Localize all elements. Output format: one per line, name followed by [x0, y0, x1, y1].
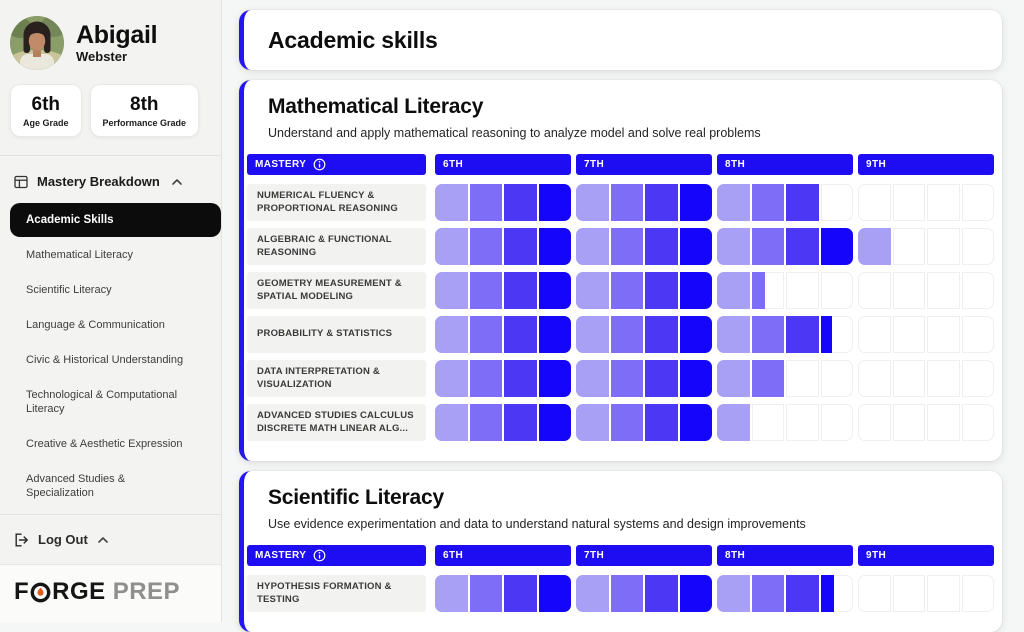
- mastery-segment: [504, 404, 537, 441]
- info-icon[interactable]: [313, 549, 326, 562]
- mastery-segment: [645, 404, 678, 441]
- performance-grade-badge: [90, 84, 200, 137]
- mastery-cells-grade-8: [717, 575, 853, 612]
- mastery-segment: [539, 404, 572, 441]
- mastery-segment-fill: [786, 184, 819, 221]
- mastery-segment: [435, 575, 468, 612]
- mastery-segment: [893, 360, 926, 397]
- mastery-segment-fill: [717, 316, 750, 353]
- mastery-segment-fill: [470, 575, 503, 612]
- section-description: Understand and apply mathematical reasoning to analyze model and solve real problems: [268, 126, 761, 140]
- mastery-segment: [893, 316, 926, 353]
- mastery-segment-fill: [435, 184, 468, 221]
- mastery-segment: [821, 575, 854, 612]
- mastery-segment-fill: [504, 404, 537, 441]
- mastery-cells-grade-8: [717, 184, 853, 221]
- section-description: Use evidence experimentation and data to understand natural systems and design improvements: [268, 517, 806, 531]
- mastery-breakdown-toggle[interactable]: [10, 168, 211, 203]
- mastery-segment-fill: [752, 316, 785, 353]
- mastery-segment-fill: [576, 575, 609, 612]
- mastery-segment-fill: [504, 316, 537, 353]
- mastery-segment: [821, 404, 854, 441]
- mastery-segment: [611, 360, 644, 397]
- mastery-segment-fill: [576, 404, 609, 441]
- mastery-segment: [504, 228, 537, 265]
- mastery-segment: [962, 228, 995, 265]
- grade-column-header: 8TH: [717, 545, 853, 566]
- mastery-segment: [576, 272, 609, 309]
- flame-o-icon: [30, 582, 51, 603]
- mastery-cells-grade-7: [576, 404, 712, 441]
- logo-f: F: [14, 578, 30, 605]
- mastery-segment-fill: [576, 316, 609, 353]
- mastery-segment: [470, 575, 503, 612]
- mastery-segment: [786, 228, 819, 265]
- grade-column-header: 8TH: [717, 154, 853, 175]
- mastery-segment: [752, 360, 785, 397]
- mastery-cells-grade-6: [435, 272, 571, 309]
- section-title: Mathematical Literacy: [268, 95, 484, 118]
- mastery-segment: [821, 272, 854, 309]
- mastery-segment: [962, 272, 995, 309]
- mastery-segment: [611, 404, 644, 441]
- mastery-segment: [717, 404, 750, 441]
- mastery-segment: [645, 316, 678, 353]
- grade-column-header: 7TH: [576, 154, 712, 175]
- mastery-segment: [539, 316, 572, 353]
- mastery-segment: [858, 316, 891, 353]
- mastery-segment-fill: [539, 184, 572, 221]
- mastery-segment-fill: [435, 575, 468, 612]
- skill-label: ADVANCED STUDIES CALCULUS DISCRETE MATH LINEAR ALG...: [247, 404, 426, 441]
- mastery-segment: [435, 184, 468, 221]
- table-row: [247, 272, 994, 309]
- mastery-segment: [680, 228, 713, 265]
- logout-label: Log Out: [38, 532, 88, 547]
- mastery-segment-fill: [717, 575, 750, 612]
- mastery-segment-fill: [752, 360, 785, 397]
- mastery-segment-fill: [539, 404, 572, 441]
- mastery-segment: [680, 575, 713, 612]
- mastery-segment: [470, 184, 503, 221]
- mastery-segment-fill: [611, 575, 644, 612]
- mastery-segment: [645, 228, 678, 265]
- sidebar-item-technological-computational[interactable]: Technological & Computational Literacy: [26, 389, 178, 415]
- table-row: [247, 360, 994, 397]
- mastery-segment: [858, 404, 891, 441]
- mastery-segment: [927, 228, 960, 265]
- mastery-segment-fill: [680, 404, 713, 441]
- mastery-segment: [717, 184, 750, 221]
- mastery-segment: [786, 184, 819, 221]
- mastery-segment-fill: [576, 272, 609, 309]
- mastery-segment: [576, 360, 609, 397]
- skill-label: PROBABILITY & STATISTICS: [247, 316, 426, 353]
- profile-header: [0, 0, 221, 82]
- mastery-segment: [680, 360, 713, 397]
- mastery-segment: [927, 404, 960, 441]
- mastery-cells-grade-9: [858, 316, 994, 353]
- mastery-cells-grade-9: [858, 272, 994, 309]
- mastery-segment: [470, 360, 503, 397]
- mastery-segment: [962, 360, 995, 397]
- mastery-segment-fill: [645, 272, 678, 309]
- mastery-segment: [611, 272, 644, 309]
- mastery-segment-fill: [504, 575, 537, 612]
- mastery-segment: [645, 272, 678, 309]
- mastery-segment-fill: [539, 316, 572, 353]
- mastery-segment-fill: [680, 360, 713, 397]
- logout-button[interactable]: [0, 514, 221, 564]
- mastery-segment-fill: [821, 228, 854, 265]
- sidebar-item-mathematical-literacy[interactable]: Mathematical Literacy: [26, 249, 133, 261]
- mastery-segment-fill: [576, 184, 609, 221]
- skill-label: GEOMETRY MEASUREMENT & SPATIAL MODELING: [247, 272, 426, 309]
- sections-container: [239, 80, 1002, 632]
- mastery-segment-fill: [717, 272, 750, 309]
- mastery-segment-fill: [470, 228, 503, 265]
- mastery-segment-fill: [786, 316, 819, 353]
- mastery-segment-fill: [645, 575, 678, 612]
- mastery-segment-fill: [752, 575, 785, 612]
- mastery-segment-fill: [611, 184, 644, 221]
- mastery-segment: [821, 360, 854, 397]
- mastery-segment-fill: [576, 360, 609, 397]
- mastery-cells-grade-6: [435, 228, 571, 265]
- mastery-segment: [435, 272, 468, 309]
- mastery-segment-fill: [435, 228, 468, 265]
- mastery-segment: [435, 228, 468, 265]
- mastery-cells-grade-6: [435, 316, 571, 353]
- mastery-segment-fill: [680, 184, 713, 221]
- performance-grade-value: 8th: [130, 94, 159, 115]
- mastery-segment: [435, 316, 468, 353]
- sidebar: [0, 0, 222, 622]
- mastery-segment: [539, 228, 572, 265]
- main-content: [222, 0, 1024, 622]
- mastery-segment-fill: [504, 272, 537, 309]
- mastery-cells-grade-8: [717, 404, 853, 441]
- mastery-segment: [576, 228, 609, 265]
- mastery-segment: [962, 404, 995, 441]
- mastery-segment: [680, 272, 713, 309]
- mastery-segment: [611, 228, 644, 265]
- age-grade-label: Age Grade: [23, 118, 69, 128]
- mastery-segment: [435, 404, 468, 441]
- mastery-segment: [786, 316, 819, 353]
- mastery-cells-grade-7: [576, 360, 712, 397]
- mastery-segment: [821, 316, 854, 353]
- mastery-segment: [645, 575, 678, 612]
- performance-grade-label: Performance Grade: [102, 118, 187, 128]
- mastery-segment: [927, 360, 960, 397]
- skill-label: DATA INTERPRETATION & VISUALIZATION: [247, 360, 426, 397]
- sidebar-item-civic-historical[interactable]: Civic & Historical Understanding: [26, 354, 184, 366]
- mastery-segment: [645, 360, 678, 397]
- mastery-segment: [786, 404, 819, 441]
- mastery-segment-fill: [645, 360, 678, 397]
- mastery-segment: [539, 184, 572, 221]
- mastery-segment-fill: [752, 184, 785, 221]
- mastery-segment: [645, 184, 678, 221]
- mastery-segment-fill: [821, 575, 834, 612]
- mastery-segment: [858, 575, 891, 612]
- mastery-segment: [786, 272, 819, 309]
- sidebar-nav: [0, 155, 221, 511]
- mastery-cells-grade-6: [435, 404, 571, 441]
- mastery-segment: [752, 184, 785, 221]
- mastery-segment-fill: [470, 360, 503, 397]
- mastery-column-header[interactable]: [247, 545, 426, 566]
- mastery-segment: [927, 184, 960, 221]
- table-row: [247, 575, 994, 612]
- mastery-header-label: MASTERY: [255, 159, 307, 170]
- mastery-segment-fill: [645, 316, 678, 353]
- mastery-segment: [611, 184, 644, 221]
- mastery-cells-grade-9: [858, 404, 994, 441]
- mastery-segment: [576, 575, 609, 612]
- mastery-segment-fill: [752, 228, 785, 265]
- mastery-segment-fill: [576, 228, 609, 265]
- mastery-segment-fill: [435, 272, 468, 309]
- mastery-segment: [927, 316, 960, 353]
- mastery-segment: [752, 404, 785, 441]
- grade-column-header: 9TH: [858, 545, 994, 566]
- mastery-cells-grade-7: [576, 316, 712, 353]
- mastery-segment: [717, 316, 750, 353]
- subject-section-card: [239, 471, 1002, 632]
- mastery-segment: [611, 575, 644, 612]
- mastery-segment: [858, 228, 891, 265]
- mastery-breakdown-label: Mastery Breakdown: [37, 174, 160, 189]
- grade-column-header: 6TH: [435, 154, 571, 175]
- mastery-segment-fill: [680, 228, 713, 265]
- table-row: [247, 228, 994, 265]
- mastery-segment-fill: [470, 184, 503, 221]
- mastery-segment-fill: [504, 228, 537, 265]
- mastery-segment-fill: [611, 360, 644, 397]
- forge-prep-logo: [0, 564, 221, 622]
- mastery-segment: [470, 228, 503, 265]
- mastery-segment-fill: [539, 272, 572, 309]
- mastery-segment-fill: [821, 316, 832, 353]
- chevron-up-icon: [97, 535, 109, 545]
- mastery-segment-fill: [680, 272, 713, 309]
- mastery-segment: [717, 575, 750, 612]
- mastery-segment: [893, 575, 926, 612]
- mastery-cells-grade-7: [576, 575, 712, 612]
- mastery-header-label: MASTERY: [255, 550, 307, 561]
- user-first-name: Abigail: [76, 21, 158, 49]
- mastery-segment: [858, 272, 891, 309]
- mastery-cells-grade-8: [717, 228, 853, 265]
- page-title-card: [239, 10, 1002, 70]
- grade-column-header: 6TH: [435, 545, 571, 566]
- mastery-segment: [539, 575, 572, 612]
- mastery-segment: [927, 575, 960, 612]
- mastery-cells-grade-9: [858, 360, 994, 397]
- mastery-segment-fill: [470, 316, 503, 353]
- mastery-segment: [576, 404, 609, 441]
- mastery-cells-grade-7: [576, 184, 712, 221]
- mastery-segment: [680, 404, 713, 441]
- mastery-segment: [504, 272, 537, 309]
- mastery-segment-fill: [435, 360, 468, 397]
- table-row: [247, 184, 994, 221]
- table-header-row: [247, 545, 994, 566]
- sidebar-item-creative-aesthetic[interactable]: Creative & Aesthetic Expression: [26, 438, 183, 450]
- mastery-segment: [504, 184, 537, 221]
- mastery-segment-fill: [611, 316, 644, 353]
- mastery-cells-grade-9: [858, 575, 994, 612]
- mastery-cells-grade-6: [435, 360, 571, 397]
- mastery-segment-fill: [786, 228, 819, 265]
- mastery-segment-fill: [504, 360, 537, 397]
- mastery-segment: [962, 184, 995, 221]
- mastery-segment: [893, 228, 926, 265]
- sidebar-item-advanced-studies[interactable]: Advanced Studies & Specialization: [26, 473, 126, 499]
- mastery-segment-fill: [611, 404, 644, 441]
- mastery-segment: [752, 316, 785, 353]
- skill-label: ALGEBRAIC & FUNCTIONAL REASONING: [247, 228, 426, 265]
- table-row: [247, 316, 994, 353]
- sidebar-item-scientific-literacy[interactable]: Scientific Literacy: [26, 284, 112, 296]
- mastery-segment: [717, 228, 750, 265]
- info-icon[interactable]: [313, 158, 326, 171]
- mastery-segment-fill: [717, 184, 750, 221]
- chevron-up-icon: [171, 177, 183, 187]
- mastery-cells-grade-7: [576, 228, 712, 265]
- mastery-segment: [680, 184, 713, 221]
- mastery-segment: [962, 575, 995, 612]
- mastery-segment-fill: [680, 316, 713, 353]
- mastery-segment: [962, 316, 995, 353]
- mastery-segment-fill: [645, 404, 678, 441]
- mastery-segment-fill: [717, 404, 750, 441]
- mastery-segment-fill: [611, 272, 644, 309]
- mastery-segment-fill: [539, 360, 572, 397]
- mastery-segment-fill: [858, 228, 891, 265]
- mastery-segment: [470, 272, 503, 309]
- mastery-segment: [680, 316, 713, 353]
- mastery-segment-fill: [539, 228, 572, 265]
- age-grade-badge: [10, 84, 82, 137]
- mastery-column-header[interactable]: [247, 154, 426, 175]
- mastery-cells-grade-6: [435, 184, 571, 221]
- age-grade-value: 6th: [31, 94, 60, 115]
- grade-column-header: 9TH: [858, 154, 994, 175]
- section-title: Scientific Literacy: [268, 486, 444, 509]
- logo-prep: PREP: [112, 578, 181, 605]
- mastery-cells-grade-6: [435, 575, 571, 612]
- mastery-segment: [717, 272, 750, 309]
- mastery-segment-fill: [645, 184, 678, 221]
- table-body: [247, 184, 994, 441]
- logo-rge: RGE: [52, 578, 106, 605]
- user-last-name: Webster: [76, 49, 128, 64]
- mastery-segment-fill: [717, 228, 750, 265]
- mastery-segment: [539, 360, 572, 397]
- mastery-segment: [504, 575, 537, 612]
- mastery-segment: [752, 575, 785, 612]
- table-body: [247, 575, 994, 612]
- mastery-segment: [504, 360, 537, 397]
- mastery-segment-fill: [717, 360, 750, 397]
- skill-label: HYPOTHESIS FORMATION & TESTING: [247, 575, 426, 612]
- mastery-segment-fill: [611, 228, 644, 265]
- mastery-segment-fill: [539, 575, 572, 612]
- mastery-segment: [821, 228, 854, 265]
- mastery-segment: [927, 272, 960, 309]
- mastery-segment: [858, 360, 891, 397]
- mastery-segment: [821, 184, 854, 221]
- mastery-cells-grade-8: [717, 360, 853, 397]
- mastery-segment: [717, 360, 750, 397]
- mastery-cells-grade-7: [576, 272, 712, 309]
- subject-section-card: [239, 80, 1002, 461]
- table-header-row: [247, 154, 994, 175]
- avatar: [10, 16, 64, 70]
- logout-icon: [14, 533, 29, 547]
- user-name: [76, 22, 157, 64]
- table-row: [247, 404, 994, 441]
- mastery-segment: [576, 316, 609, 353]
- mastery-segment-fill: [645, 228, 678, 265]
- mastery-segment-fill: [435, 404, 468, 441]
- grade-badges: [0, 82, 221, 155]
- mastery-segment: [786, 575, 819, 612]
- mastery-cells-grade-9: [858, 184, 994, 221]
- mastery-segment-fill: [504, 184, 537, 221]
- mastery-segment: [504, 316, 537, 353]
- sidebar-item-academic-skills[interactable]: Academic Skills: [10, 203, 221, 237]
- mastery-segment: [470, 404, 503, 441]
- mastery-segment: [893, 272, 926, 309]
- sidebar-item-language-communication[interactable]: Language & Communication: [26, 319, 165, 331]
- mastery-segment: [893, 184, 926, 221]
- mastery-segment: [893, 404, 926, 441]
- mastery-cells-grade-8: [717, 316, 853, 353]
- mastery-segment: [470, 316, 503, 353]
- page-title: Academic skills: [268, 27, 438, 53]
- skill-label: NUMERICAL FLUENCY & PROPORTIONAL REASONING: [247, 184, 426, 221]
- mastery-segment: [435, 360, 468, 397]
- mastery-segment: [786, 360, 819, 397]
- grade-column-header: 7TH: [576, 545, 712, 566]
- mastery-segment: [576, 184, 609, 221]
- mastery-segment-fill: [435, 316, 468, 353]
- mastery-segment: [752, 272, 785, 309]
- mastery-segment-fill: [786, 575, 819, 612]
- mastery-segment: [611, 316, 644, 353]
- avatar-image: [10, 16, 64, 70]
- mastery-segment: [858, 184, 891, 221]
- table-grid-icon: [14, 175, 28, 189]
- mastery-cells-grade-8: [717, 272, 853, 309]
- mastery-segment-fill: [752, 272, 765, 309]
- mastery-segment: [752, 228, 785, 265]
- mastery-segment-fill: [680, 575, 713, 612]
- mastery-segment: [539, 272, 572, 309]
- mastery-segment-fill: [470, 272, 503, 309]
- mastery-segment-fill: [470, 404, 503, 441]
- mastery-cells-grade-9: [858, 228, 994, 265]
